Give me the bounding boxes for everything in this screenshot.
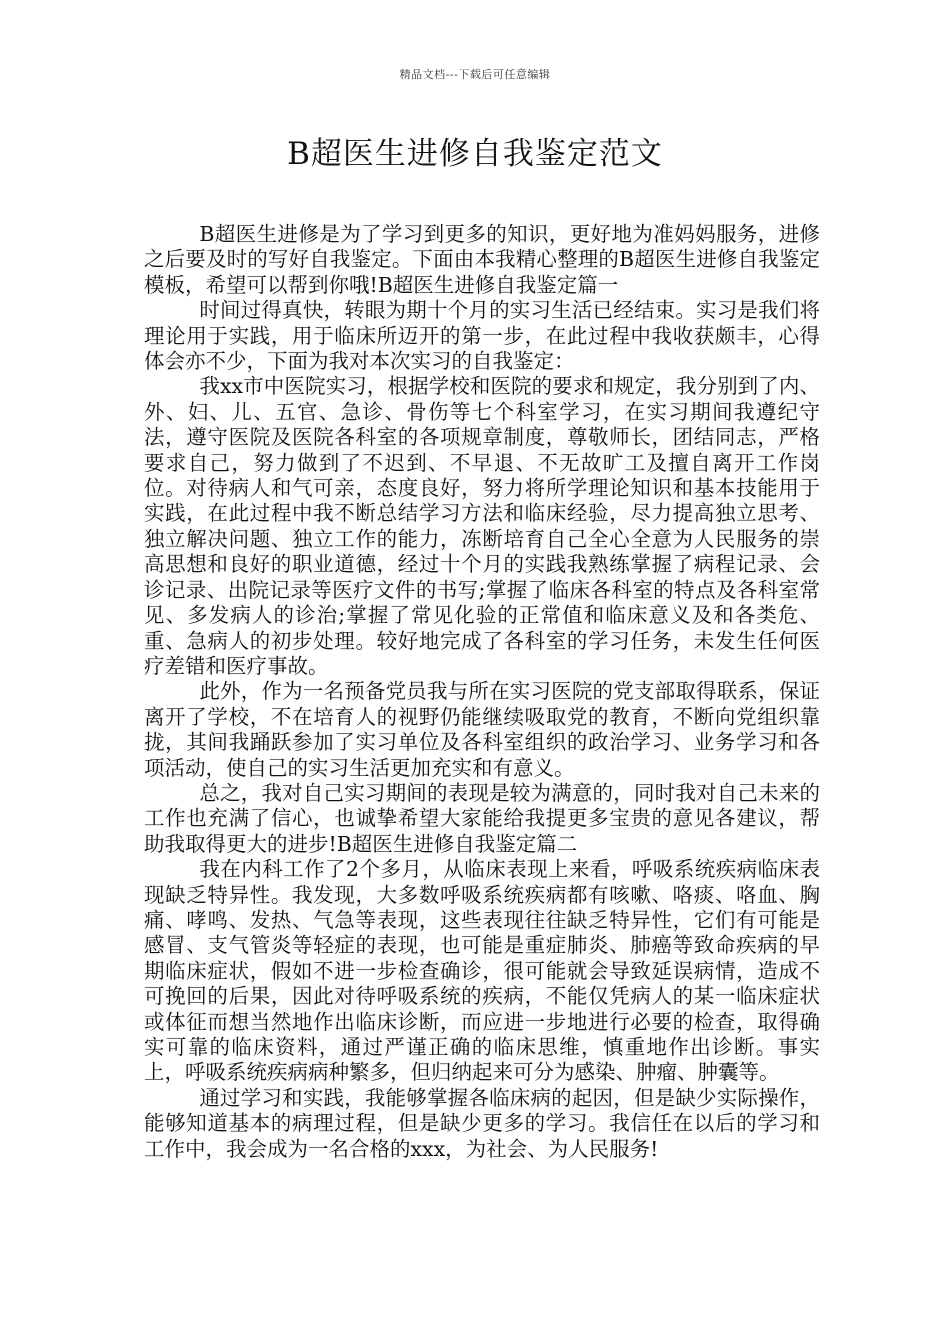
- header-note: 精品文档---下载后可任意编辑: [399, 68, 551, 81]
- document-title: B超医生进修自我鉴定范文: [287, 136, 663, 172]
- paragraph-closing: 通过学习和实践，我能够掌握各临床病的起因，但是缺少实际操作，能够知道基本的病理过程，但是缺少更多的学习。我信任在以后的学习和工作中，我会成为一名合格的xxx，为社会、为人民服务!: [144, 1085, 820, 1161]
- paragraph-conclusion: 总之，我对自己实习期间的表现是较为满意的，同时我对自己未来的工作也充满了信心，也诚挚希望大家能给我提更多宝贵的意见各建议，帮助我取得更大的进步!B超医生进修自我鉴定篇二: [144, 780, 820, 856]
- paragraph-internal-medicine: 我在内科工作了2个多月，从临床表现上来看，呼吸系统疾病临床表现缺乏特异性。我发现，大多数呼吸系统疾病都有咳嗽、咯痰、咯血、胸痛、哮鸣、发热、气急等表现，这些表现往往缺乏特异性，它们有可能是感冒、支气管炎等轻症的表现，也可能是重症肺炎、肺癌等致命疾病的早期临床症状，假如不进一步检查确诊，很可能就会导致延误病情，造成不可挽回的后果，因此对待呼吸系统的疾病，不能仅凭病人的某一临床症状或体征而想当然地作出临床诊断，而应进一步地进行必要的检查，取得确实可靠的临床资料，通过严谨正确的临床思维，慎重地作出诊断。事实上，呼吸系统疾病病种繁多，但归纳起来可分为感染、肿瘤、肿囊等。: [144, 857, 820, 1085]
- paragraph-intro: B超医生进修是为了学习到更多的知识，更好地为准妈妈服务，进修之后要及时的写好自我鉴定。下面由本我精心整理的B超医生进修自我鉴定模板，希望可以帮到你哦!B超医生进修自我鉴定篇一: [144, 222, 820, 297]
- paragraph-internship-details: 我xx市中医院实习，根据学校和医院的要求和规定，我分别到了内、外、妇、儿、五官、急诊、骨伤等七个科室学习，在实习期间我遵纪守法，遵守医院及医院各科室的各项规章制度，尊敬师长，团结同志，严格要求自己，努力做到了不迟到、不早退、不无故旷工及擅自离开工作岗位。对待病人和气可亲，态度良好，努力将所学理论知识和基本技能用于实践，在此过程中我不断总结学习方法和临床经验，尽力提高独立思考、独立解决问题、独立工作的能力，冻断培育自己全心全意为人民服务的崇高思想和良好的职业道德，经过十个月的实践我熟练掌握了病程记录、会诊记录、出院记录等医疗文件的书写;掌握了临床各科室的特点及各科室常见、多发病人的诊治;掌握了常见化验的正常值和临床意义及和各类危、重、急病人的初步处理。较好地完成了各科室的学习任务，未发生任何医疗差错和医疗事故。: [144, 374, 820, 678]
- document-body: [144, 222, 820, 1162]
- paragraph-summary-opening: 时间过得真快，转眼为期十个月的实习生活已经结束。实习是我们将理论用于实践，用于临床所迈开的第一步，在此过程中我收获颇丰，心得体会亦不少，下面为我对本次实习的自我鉴定：: [144, 298, 820, 374]
- paragraph-party-member: 此外，作为一名预备党员我与所在实习医院的党支部取得联系，保证离开了学校，不在培育人的视野仍能继续吸取党的教育，不断向党组织靠拢，其间我踊跃参加了实习单位及各科室组织的政治学习、业务学习和各项活动，使自己的实习生活更加充实和有意义。: [144, 679, 820, 780]
